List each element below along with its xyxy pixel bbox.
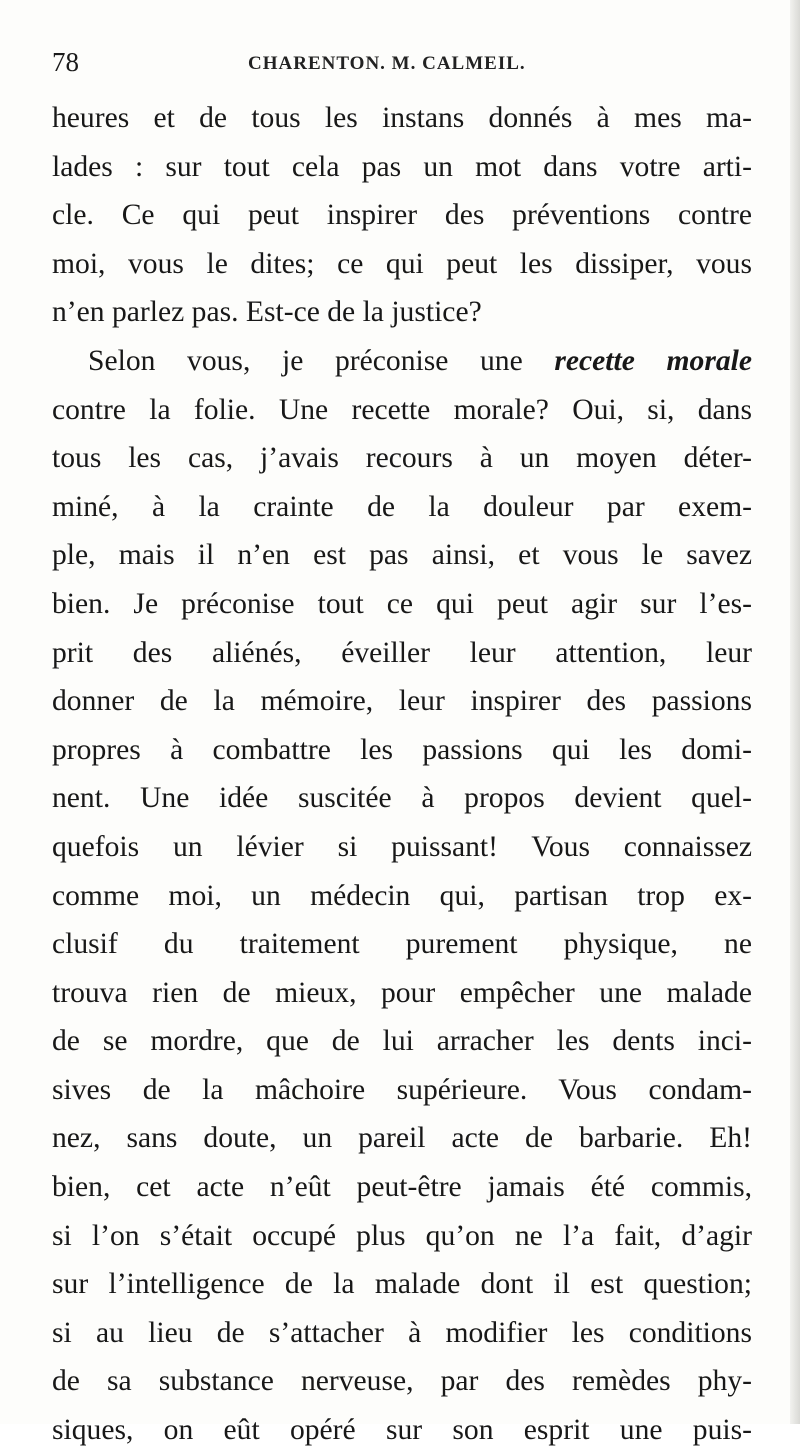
running-title: CHARENTON. M. CALMEIL. <box>248 53 526 74</box>
text-line: sur l’intelligence de la malade dont il est question; <box>52 1268 752 1301</box>
text-line: lades : sur tout cela pas un mot dans votre arti- <box>52 150 752 183</box>
text-line: nent. Une idée suscitée à propos devient quel- <box>52 782 752 815</box>
text-line: sives de la mâchoire supérieure. Vous condam- <box>52 1073 752 1106</box>
text-line: prit des aliénés, éveiller leur attention, leur <box>52 636 752 669</box>
text-line: si l’on s’était occupé plus qu’on ne l’a fait, d’agir <box>52 1219 752 1252</box>
text-line: nez, sans doute, un pareil acte de barbarie. Eh! <box>52 1122 752 1155</box>
text-line: heures et de tous les instans donnés à mes ma- <box>52 102 752 134</box>
text-line: de se mordre, que de lui arracher les dents inci- <box>52 1025 752 1058</box>
text-line: cle. Ce qui peut inspirer des préventions contre <box>52 199 752 232</box>
text-line: tous les cas, j’avais recours à un moyen déter- <box>52 442 752 475</box>
text-line: miné, à la crainte de la douleur par exem- <box>52 490 752 523</box>
text-line: ple, mais il n’en est pas ainsi, et vous le savez <box>52 539 752 572</box>
text-line: propres à combattre les passions qui les domi- <box>52 733 752 766</box>
text-line: de sa substance nerveuse, par des remèdes phy- <box>52 1365 752 1398</box>
text-line: clusif du traitement purement physique, ne <box>52 928 752 961</box>
text-line: comme moi, un médecin qui, partisan trop ex- <box>52 879 752 912</box>
text-line: siques, on eût opéré sur son esprit une puis- <box>52 1414 752 1447</box>
text-line: trouva rien de mieux, pour empêcher une malade <box>52 976 752 1009</box>
paragraph-opening-line <box>52 337 752 386</box>
body-text <box>52 94 752 1455</box>
page-edge-shadow <box>790 0 800 1424</box>
text-line: quefois un lévier si puissant! Vous connaissez <box>52 830 752 863</box>
text-line: contre la folie. Une recette morale? Oui, si, dans <box>52 393 752 426</box>
emphasized-phrase: recette morale <box>554 344 752 377</box>
text-line: bien. Je préconise tout ce qui peut agir sur l’es- <box>52 587 752 620</box>
page-number: 78 <box>52 47 79 77</box>
text-line: donner de la mémoire, leur inspirer des passions <box>52 685 752 718</box>
paragraph-opening-text: Selon vous, je préconise une <box>88 344 555 377</box>
text-line: si au lieu de s’attacher à modifier les conditions <box>52 1316 752 1349</box>
text-line: moi, vous le dites; ce qui peut les dissiper, vous <box>52 247 752 280</box>
text-line: bien, cet acte n’eût peut-être jamais été commis, <box>52 1171 752 1204</box>
running-head <box>52 44 752 84</box>
text-line: n’en parlez pas. Est-ce de la justice? <box>52 296 482 329</box>
